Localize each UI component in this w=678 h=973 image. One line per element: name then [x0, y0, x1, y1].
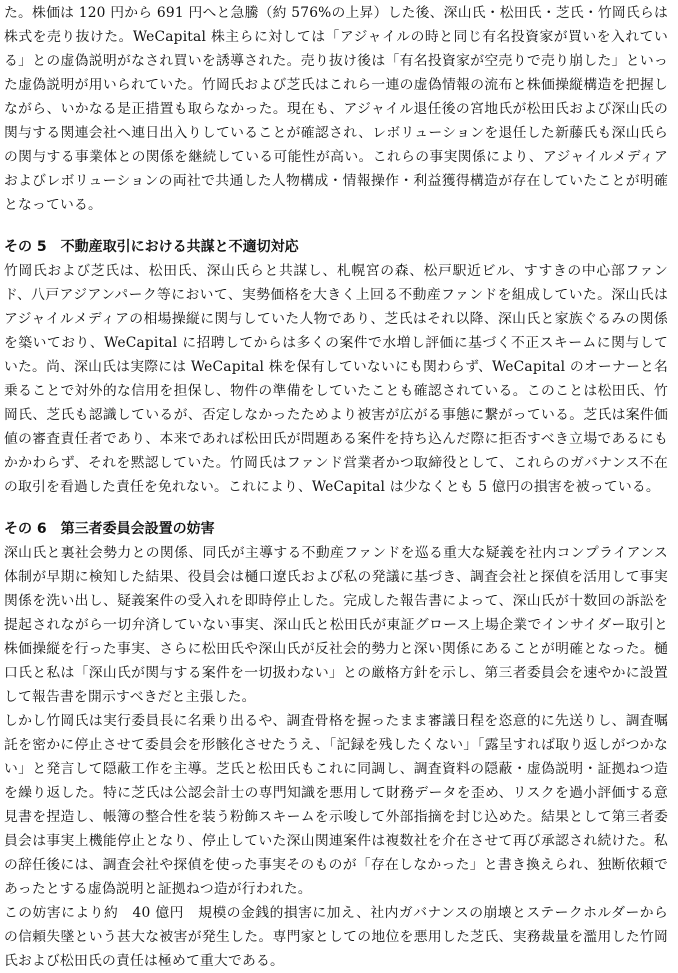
section6-heading: その 6 第三者委員会設置の妨害 [4, 521, 215, 537]
section6-paragraph-1: 深山氏と裏社会勢力との関係、同氏が主導する不動産ファンドを巡る重大な疑義を社内コンプライアンス体制が早期に検知した結果、役員会は樋口遼氏および私の発議に基づき、調査会社と探偵を活用して事実関係を洗い出し、疑義案件の受入れを即時停止した。完成した報告書によって、深山氏が十数回の訴訟を提起されながら一切弁済していない事実、深山氏と松田氏が東証グロース上場企業でインサイダー取引と株価操縦を行った事実、さらに松田氏や深山氏が反社会的勢力と深い関係にあることが明確となった。樋口氏と私は「深山氏が関与する案件を一切扱わない」との厳格方針を示し、第三者委員会を速やかに設置して報告書を開示すべきだと主張した。 [4, 545, 668, 705]
section5-heading: その 5 不動産取引における共謀と不適切対応 [4, 239, 299, 255]
intro-paragraph: た。株価は 120 円から 691 円へと急騰（約 576%の上昇）した後、深山氏・松田氏・芝氏・竹岡氏らは株式を売り抜けた。WeCapital 株主らに対しては「アジャイルの時と同じ有名投資家が買いを入れている」との虚偽説明がなされ買いを誘導された。売り抜け後は「有名投資家が空売りで売り崩した」といった虚偽説明が用いられていた。竹岡氏および芝氏はこれら一連の虚偽情報の流布と株価操縦構造を把握しながら、いかなる是正措置も取らなかった。現在も、アジャイル退任後の宮地氏が松田氏および深山氏の関与する関連会社へ連日出入りしていることが確認され、レボリューションを退任した新藤氏も深山氏らの関与する事業体との関係を継続している可能性が高い。これらの事実関係により、アジャイルメディアおよびレボリューションの両社で共通した人物構成・情報操作・利益獲得構造が存在していたことが明確となっている。 [4, 5, 668, 213]
section6-paragraph-3: この妨害により約 40 億円 規模の金銭的損害に加え、社内ガバナンスの崩壊とステークホルダーからの信頼失墜という甚大な被害が発生した。専門家としての地位を悪用した芝氏、実務裁量を濫用した竹岡氏および松田氏の責任は極めて重大である。 [4, 905, 668, 969]
section6-paragraph-2: しかし竹岡氏は実行委員長に名乗り出るや、調査骨格を握ったまま審議日程を恣意的に先送りし、調査嘱託を密かに停止させて委員会を形骸化させたうえ、「記録を残したくない」「露呈すれば取り返しがつかない」と発言して隠蔽工作を主導。芝氏と松田氏もこれに同調し、調査資料の隠蔽・虚偽説明・証拠ねつ造を繰り返した。特に芝氏は公認会計士の専門知識を悪用して財務データを歪め、リスクを過小評価する意見書を捏造し、帳簿の整合性を装う粉飾スキームを示唆して外部指摘を封じ込めた。結果として第三者委員会は事実上機能停止となり、停止していた深山関連案件は複数社を介在させて再び承認され続けた。私の辞任後には、調査会社や探偵を使った事実そのものが「存在しなかった」と書き換えられ、独断依頼であったとする虚偽説明と証拠ねつ造が行われた。 [4, 713, 668, 897]
section5-paragraph: 竹岡氏および芝氏は、松田氏、深山氏らと共謀し、札幌宮の森、松戸駅近ビル、すすきの中心部ファンド、八戸アジアンパーク等において、実勢価格を大きく上回る不動産ファンドを組成していた。深山氏はアジャイルメディアの相場操縦に関与していた人物であり、芝氏はそれ以降、深山氏と家族ぐるみの関係を築いており、WeCapital に招聘してからは多くの案件で水増し評価に基づく不正スキームに関与していた。尚、深山氏は実際には WeCapital 株を保有していないにも関わらず、WeCapital のオーナーと名乗ることで対外的な信用を担保し、物件の準備をしていたことも確認されている。このことは松田氏、竹岡氏、芝氏も認識しているが、否定しなかったためより被害が広がる事態に繋がっている。芝氏は案件価値の審査責任者であり、本来であれば松田氏が問題ある案件を持ち込んだ際に拒否すべき立場であるにもかかわらず、それを黙認していた。竹岡氏はファンド営業者かつ取締役として、これらのガバナンス不在の取引を看過した責任を免れない。これにより、WeCapital は少なくとも 5 億円の損害を被っている。 [4, 263, 668, 495]
